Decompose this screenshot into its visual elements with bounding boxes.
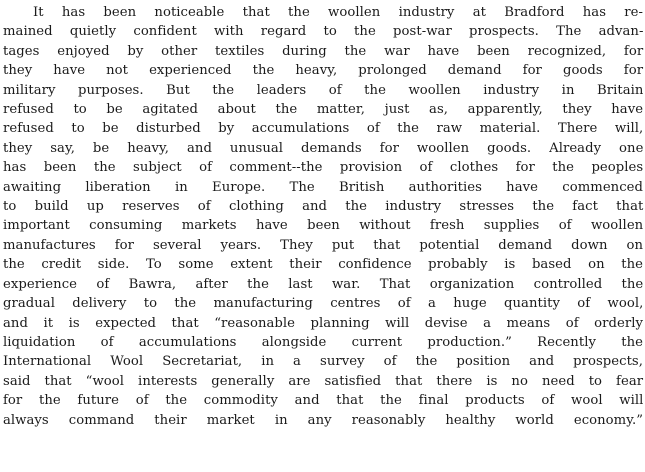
text-line: It has been noticeable that the woollen industry at Bradford has re- — [33, 5, 643, 20]
text-line: liquidation of accumulations alongside current production.” Recently the — [3, 334, 643, 350]
text-line: said that “wool interests generally are satisfied that there is no need to fear — [3, 373, 644, 389]
text-line: the credit side. To some extent their confidence probably is based on the — [3, 257, 643, 273]
text-line: manufactures for several years. They put that potential demand down on — [3, 237, 643, 253]
text-line: International Wool Secretariat, in a survey of the position and prospects, — [3, 354, 643, 370]
text-line: for the future of the commodity and that the final products of wool will — [3, 393, 644, 409]
text-line: to build up reserves of clothing and the industry stresses the fact that — [3, 199, 644, 215]
text-line: refused to be agitated about the matter, just as, apparently, they have — [3, 102, 644, 118]
text-line: always command their market in any reasonably healthy world economy.” — [3, 412, 643, 428]
text-line: military purposes. But the leaders of the woollen industry in Britain — [3, 82, 644, 98]
text-line: and it is expected that “reasonable planning will devise a means of orderly — [3, 315, 643, 331]
text-line: gradual delivery to the manufacturing centres of a huge quantity of wool, — [3, 296, 644, 312]
text-line: important consuming markets have been without fresh supplies of woollen — [3, 218, 644, 234]
text-line: has been the subject of comment--the provision of clothes for the peoples — [3, 160, 644, 176]
text-line: mained quietly confident with regard to the post-war prospects. The advan- — [3, 24, 644, 40]
text-line: awaiting liberation in Europe. The British authorities have commenced — [3, 179, 643, 195]
text-line: experience of Bawra, after the last war. That organization controlled the — [3, 276, 644, 292]
text-line: they say, be heavy, and unusual demands for woollen goods. Already one — [3, 140, 644, 156]
article-paragraph — [3, 3, 643, 430]
text-line: refused to be disturbed by accumulations of the raw material. There will, — [3, 121, 644, 137]
text-line: tages enjoyed by other textiles during the war have been recognized, for — [3, 43, 644, 59]
text-line: they have not experienced the heavy, prolonged demand for goods for — [3, 63, 644, 79]
